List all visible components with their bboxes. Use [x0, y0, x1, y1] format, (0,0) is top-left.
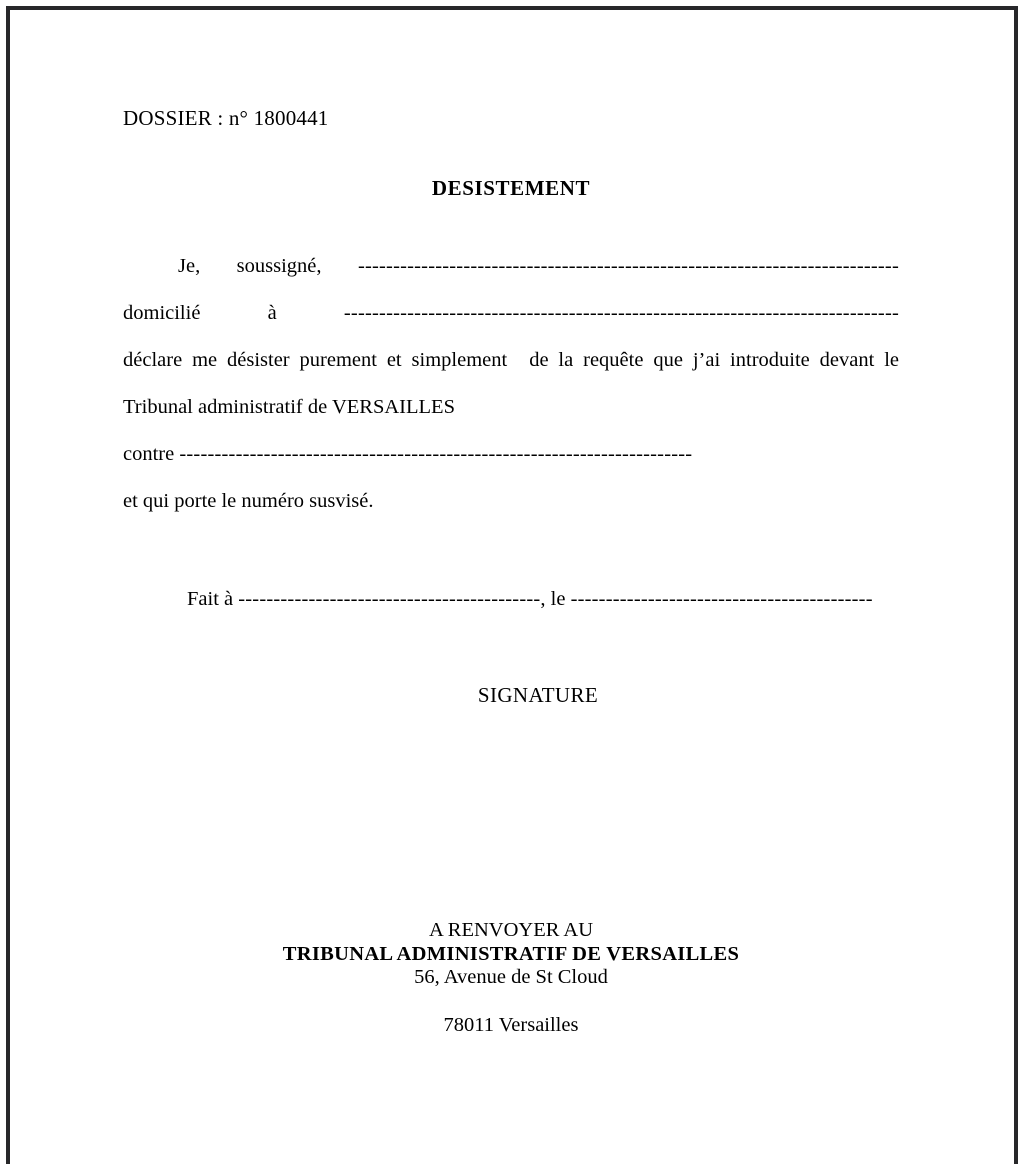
footer-postal-city: 78011 Versailles: [443, 1013, 579, 1036]
body-line-declare: [123, 337, 899, 384]
footer-street-address: 56, Avenue de St Cloud: [414, 966, 608, 988]
contre-fill-field[interactable]: -------------------------------------------------------------------------: [179, 443, 693, 465]
footer-tribunal-name: TRIBUNAL ADMINISTRATIF DE VERSAILLES: [282, 942, 740, 965]
domicilie-fill-field[interactable]: -------------------------------------------------------------------------------: [343, 302, 900, 324]
declare-text-continued: de la requête que j’ai introduite devant le: [529, 349, 899, 371]
soussigne-fill-field[interactable]: -----------------------------------------------------------------------------: [357, 255, 899, 277]
body-line-domicilie: [123, 290, 899, 337]
document-footer: [123, 919, 899, 1037]
body-line-soussigne: [123, 243, 899, 290]
document-title: DESISTEMENT: [431, 176, 591, 200]
domicilie-label: domicilié à: [123, 302, 277, 324]
numero-susvise-text: et qui porte le numéro susvisé.: [123, 490, 374, 512]
body-line-numero: [123, 478, 899, 525]
signature-label: SIGNATURE: [477, 683, 599, 707]
fait-a-line: [187, 588, 899, 611]
fait-a-date-field[interactable]: -------------------------------------------: [570, 588, 873, 610]
document-body: [123, 243, 899, 525]
contre-label: contre: [123, 443, 175, 465]
footer-spacer: [123, 990, 899, 1014]
page-border-frame: [6, 6, 1018, 1164]
fait-a-label: Fait à: [187, 588, 239, 610]
fait-a-place-field[interactable]: -------------------------------------------: [238, 588, 541, 610]
declare-text: déclare me désister purement et simplement: [123, 349, 508, 371]
body-line-contre: [123, 431, 899, 478]
fait-a-separator: , le: [540, 588, 571, 610]
document-page: [10, 10, 1014, 1164]
dossier-reference: DOSSIER : n° 1800441: [123, 106, 329, 130]
footer-renvoyer-au: A RENVOYER AU: [428, 919, 593, 941]
soussigne-label: Je, soussigné,: [178, 255, 322, 277]
tribunal-name: Tribunal administratif de VERSAILLES: [123, 396, 455, 418]
body-line-tribunal: [123, 384, 899, 431]
